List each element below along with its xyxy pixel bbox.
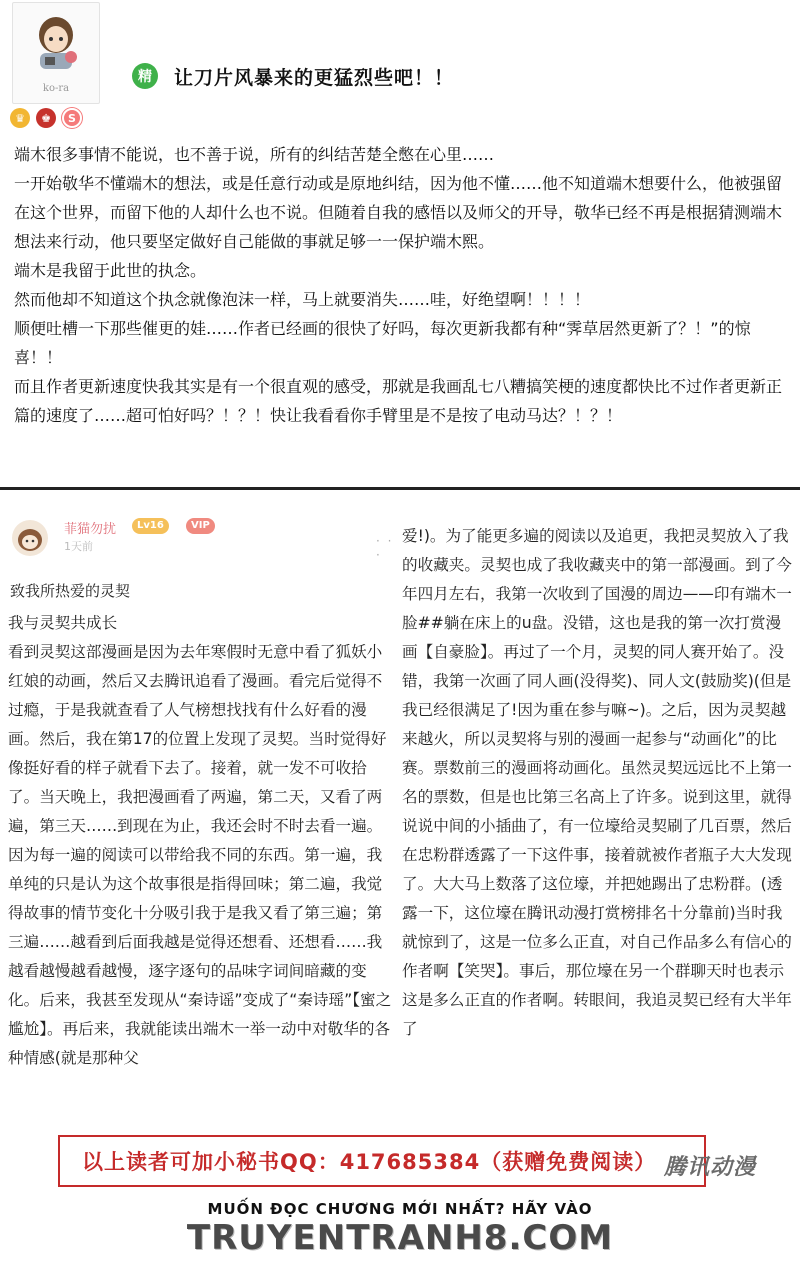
paragraph: 端木是我留于此世的执念。 (14, 261, 207, 280)
section-divider (0, 487, 800, 490)
crown-icon[interactable]: ♚ (36, 108, 56, 128)
post2-right-column (400, 494, 800, 1134)
tencent-comic-logo: 腾讯动漫 (664, 1155, 757, 1180)
comment-post-2 (0, 494, 800, 1134)
level-badge: Lv16 (132, 518, 169, 534)
more-options-icon[interactable]: · · · (376, 534, 394, 562)
paragraph: 然而他却不知道这个执念就像泡沫一样，马上就要消失……哇，好绝望啊！！！！ (14, 290, 591, 309)
username[interactable]: 菲猫勿扰 (64, 522, 117, 537)
paragraph: 我与灵契共成长 (8, 614, 118, 632)
paragraph: 顺便吐槽一下那些催更的娃……作者已经画的很快了好吗，每次更新我都有种“霁草居然更新了？！”的惊喜！！ (14, 319, 751, 367)
watermark-line-1: MUỐN ĐỌC CHƯƠNG MỚI NHẤT? HÃY VÀO (207, 1200, 593, 1218)
badge-row (10, 108, 82, 128)
avatar-icon (31, 13, 81, 69)
avatar[interactable] (12, 2, 100, 104)
cat-avatar-icon (12, 520, 48, 556)
timestamp: 1天前 (64, 540, 93, 553)
post2-left-column (0, 494, 400, 1134)
paragraph: 端木很多事情不能说，也不善于说，所有的纠结苦楚全憋在心里…… (14, 145, 495, 164)
post-heading: 致我所热爱的灵契 (10, 582, 131, 600)
comment-post-1 (0, 0, 800, 480)
featured-badge: 精 (132, 63, 158, 89)
post-title: 让刀片风暴来的更猛烈些吧！！ (174, 67, 455, 89)
vip-badge: VIP (186, 518, 215, 534)
qq-notice-banner: 以上读者可加小秘书QQ：417685384（获赠免费阅读） (58, 1135, 706, 1187)
paragraph: 一开始敬华不懂端木的想法，或是任意行动或是原地纠结，因为他不懂……他不知道端木想要什么，他被强留在这个世界，而留下他的人却什么也不说。但随着自我的感悟以及师父的开导，敬华已经不再是根据猜测端木想法来行动，他只要坚定做好自己能做的事就足够一一保护端木熙。 (14, 174, 783, 251)
paragraph: 看到灵契这部漫画是因为去年寒假时无意中看了狐妖小红娘的动画，然后又去腾讯追看了漫画。看完后觉得不过瘾，于是我就查看了人气榜想找找有什么好看的漫画。然后，我在第17的位置上发现了灵契。当时觉得好像挺好看的样子就看下去了。接着，就一发不可收拾了。当天晚上，我把漫画看了两遍，第二天，又看了两遍，第三天……到现在为止，我还会时不时去看一遍。因为每一遍的阅读可以带给我不同的东西。第一遍，我单纯的只是认为这个故事很是指得回味；第二遍，我觉得故事的情节变化十分吸引我于是我又看了第三遍；第三遍……越看到后面我越是觉得还想看、还想看……我越看越慢越看越慢，逐字逐句的品味字词间暗藏的变化。后来，我甚至发现从“秦诗谣”变成了“秦诗瑶”【蜜之尴尬】。再后来，我就能读出端木一举一动中对敬华的各种情感(就是那种父 (8, 643, 392, 1067)
watermark-site[interactable]: TRUYENTRANH8.COM (186, 1218, 614, 1258)
medal-icon[interactable]: ♛ (10, 108, 30, 128)
paragraph: 而且作者更新速度快我其实是有一个很直观的感受，那就是我画乱七八糟搞笑梗的速度都快比不过作者更新正篇的速度了……超可怕好吗？！？！快让我看看你手臂里是不是按了电动马达？！？！ (14, 377, 783, 425)
avatar[interactable] (12, 520, 48, 556)
post-body-right: 爱!)。为了能更多遍的阅读以及追更，我把灵契放入了我的收藏夹。灵契也成了我收藏夹中的第一部漫画。到了今年四月左右，我第一次收到了国漫的周边——印有端木一脸##躺在床上的u盘。没错，这也是我的第一次打赏漫画【自豪脸】。再过了一个月，灵契的同人赛开始了。没错，我第一次画了同人画(没得奖)、同人文(鼓励奖)(但是我已经很满足了!因为重在参与嘛~)。之后，因为灵契越来越火，所以灵契将与别的漫画一起参与“动画化”的比赛。票数前三的漫画将动画化。虽然灵契远远比不上第一名的票数，但是也比第三名高上了许多。说到这里，就得说说中间的小插曲了，有一位壕给灵契刷了几百票，然后在忠粉群透露了一下这件事，接着就被作者瓶子大大发现了。大大马上数落了这位壕，并把她踢出了忠粉群。(透露一下，这位壕在腾讯动漫打赏榜排名十分靠前)当时我就惊到了，这是一位多么正直，对自己作品多么有信心的作者啊【笑哭】。事后，那位壕在另一个群聊天时也表示这是多么正直的作者啊。转眼间，我追灵契已经有大半年了 (402, 527, 792, 1038)
shield-icon[interactable]: S (62, 108, 82, 128)
avatar-name: ko-ra (42, 83, 70, 94)
post-body-left (8, 609, 394, 1073)
post-body (14, 140, 794, 430)
